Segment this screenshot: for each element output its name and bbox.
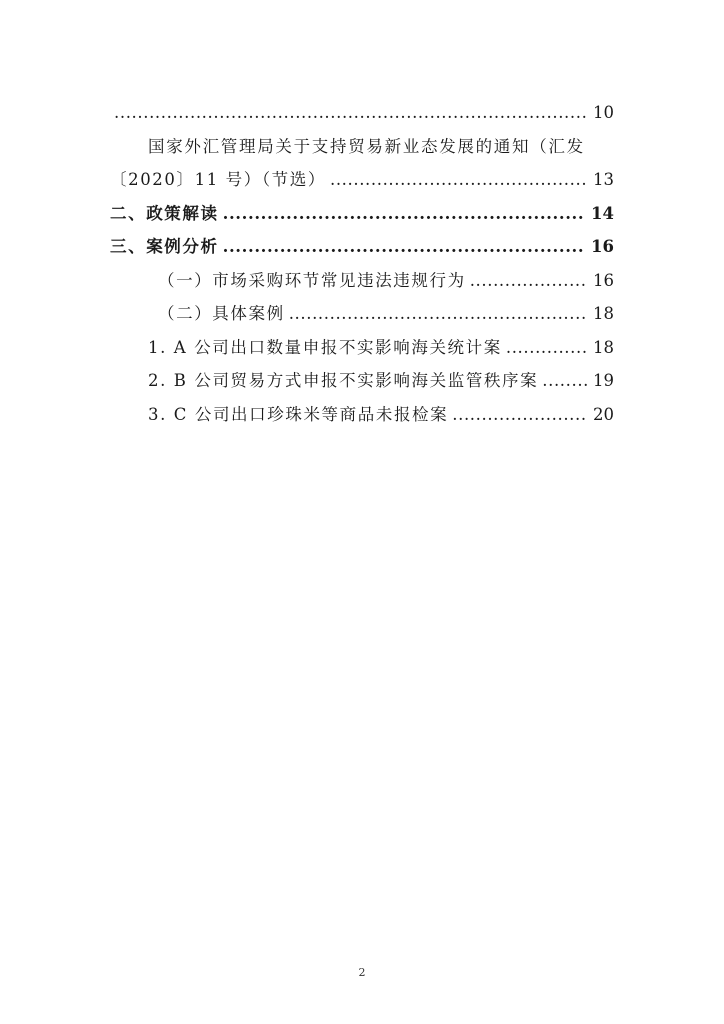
- dot-leader: [452, 398, 587, 432]
- toc-case-2[interactable]: [110, 364, 614, 398]
- toc-entry-notice-line2[interactable]: [110, 163, 614, 197]
- dot-leader: [330, 163, 587, 197]
- toc-entry-label: 〔2020〕11 号）（节选）: [110, 170, 326, 189]
- toc-page-number: 13: [593, 170, 614, 189]
- toc-page-number: 18: [593, 304, 614, 323]
- toc-page-number: 14: [591, 203, 614, 223]
- dot-leader: [506, 331, 587, 365]
- toc-section-case-analysis[interactable]: [110, 230, 614, 264]
- toc-entry-notice-line1[interactable]: 国家外汇管理局关于支持贸易新业态发展的通知（汇发: [148, 136, 585, 156]
- toc-case-1[interactable]: [110, 331, 614, 365]
- page-footer-number: 2: [358, 966, 366, 979]
- toc-entry-label: 3. C 公司出口珍珠米等商品未报检案: [148, 404, 449, 424]
- toc-entry-label: 1. A 公司出口数量申报不实影响海关统计案: [148, 337, 502, 357]
- dot-leader: [289, 297, 587, 331]
- toc-page-number: 18: [593, 337, 614, 357]
- toc-entry-continuation[interactable]: [110, 96, 614, 130]
- dot-leader: [223, 197, 585, 231]
- toc-page-number: 10: [593, 103, 614, 122]
- toc-page-number: 19: [593, 371, 614, 390]
- toc-page-number: 16: [593, 270, 614, 290]
- toc-section-label: 三、案例分析: [110, 237, 219, 256]
- toc-case-3[interactable]: [110, 398, 614, 432]
- toc-subsection-specific-cases[interactable]: [110, 297, 614, 331]
- dot-leader: [223, 230, 585, 264]
- toc-section-label: 二、政策解读: [110, 203, 219, 223]
- toc-page-number: 20: [593, 404, 614, 424]
- toc-subsection-violations[interactable]: [110, 264, 614, 298]
- toc-section-policy-interpretation[interactable]: [110, 197, 614, 231]
- table-of-contents: [110, 96, 614, 431]
- toc-page-number: 16: [591, 237, 614, 256]
- toc-entry-label: （一）市场采购环节常见违法违规行为: [158, 270, 466, 290]
- toc-entry-label: （二）具体案例: [158, 304, 285, 323]
- toc-entry-label: 2. B 公司贸易方式申报不实影响海关监管秩序案: [148, 371, 539, 390]
- dot-leader: [114, 96, 587, 130]
- dot-leader: [542, 364, 587, 398]
- dot-leader: [470, 264, 587, 298]
